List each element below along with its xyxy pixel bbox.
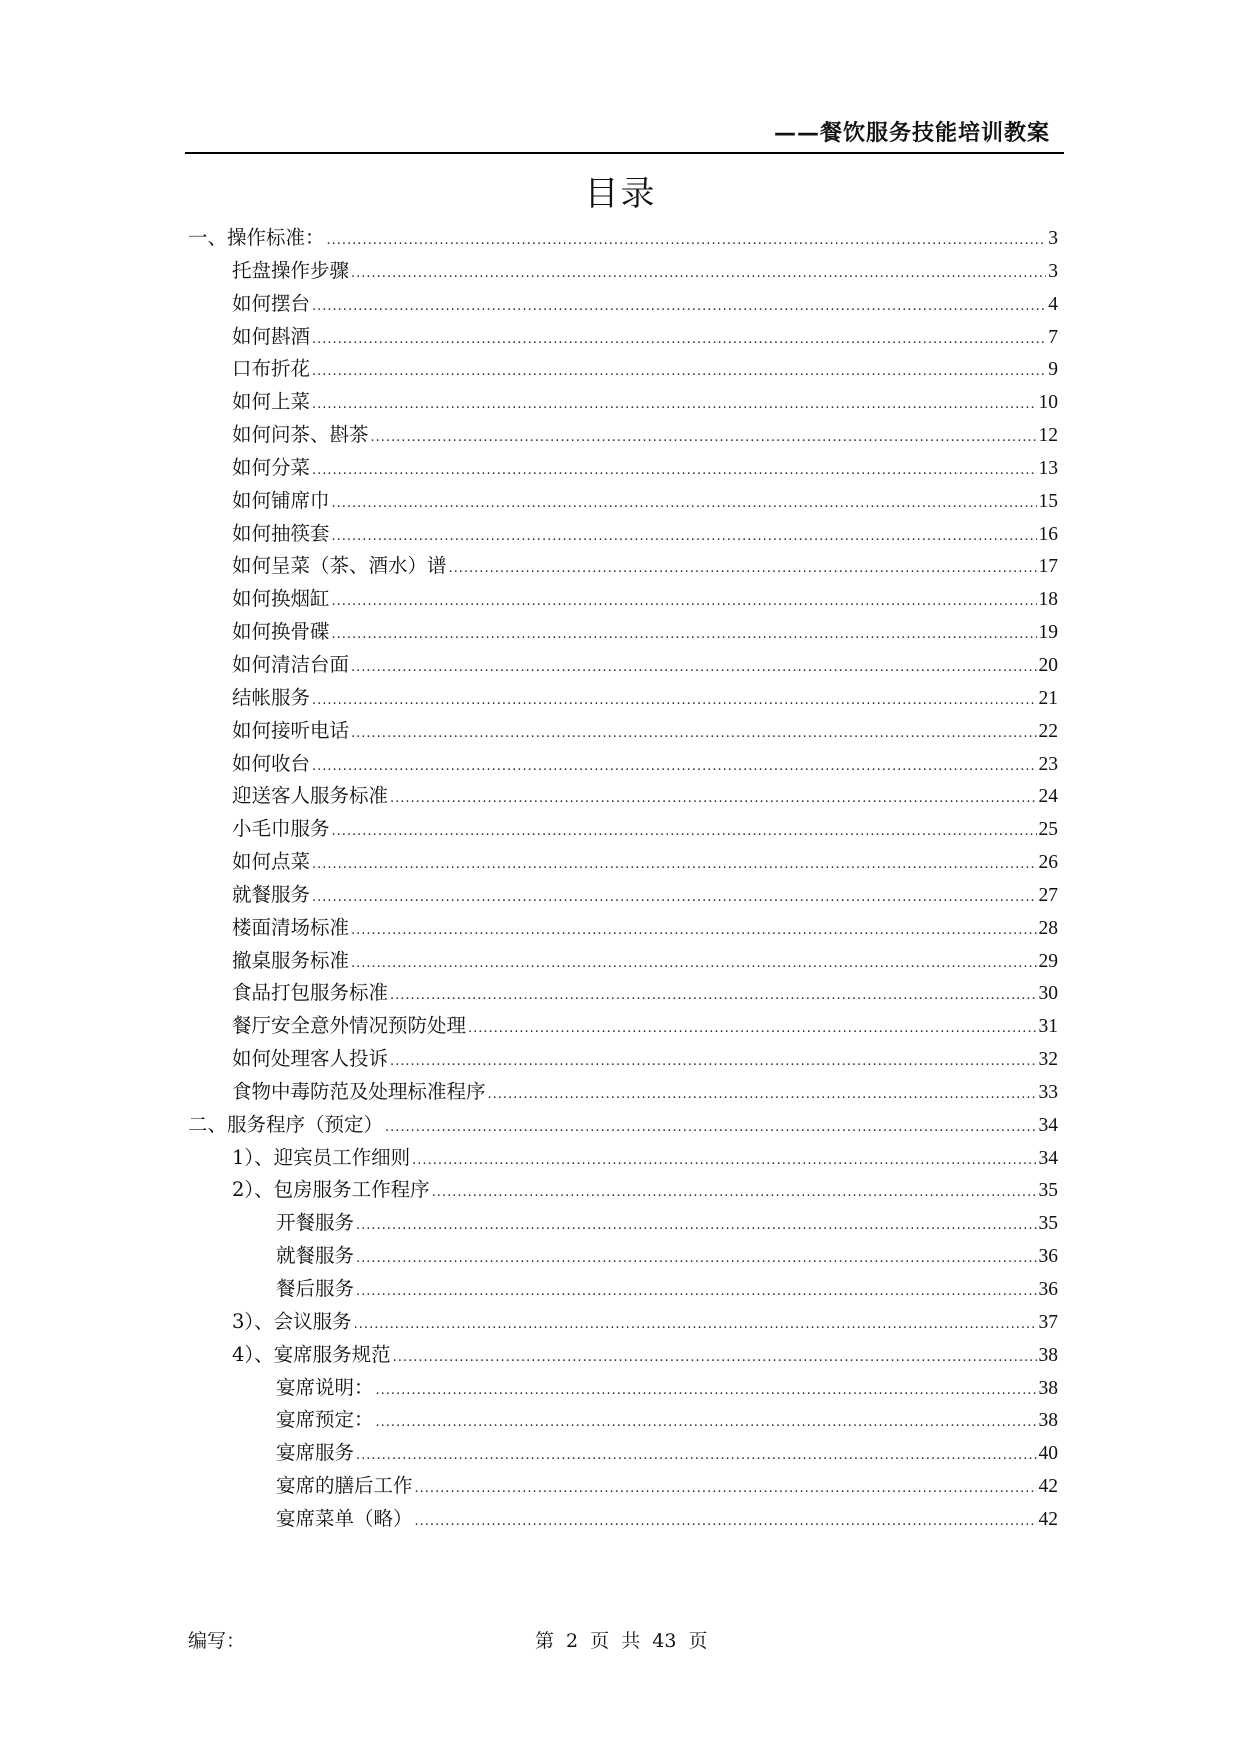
toc-entry-label: 如何问茶、斟茶 xyxy=(232,423,369,447)
toc-entry-page: 28 xyxy=(1038,917,1058,939)
toc-entry-label: 如何分菜 xyxy=(232,455,311,479)
toc-entry-page: 34 xyxy=(1038,1147,1058,1169)
toc-dot-leader xyxy=(351,266,1046,281)
toc-entry-label: 如何上菜 xyxy=(232,390,311,414)
toc-entry[interactable] xyxy=(188,780,1058,813)
toc-entry-label: 如何清洁台面 xyxy=(232,652,350,676)
toc-entry[interactable] xyxy=(188,977,1058,1010)
toc-entry-page: 3 xyxy=(1048,260,1058,282)
toc-entry-label: 宴席菜单（略） xyxy=(276,1506,413,1530)
toc-dot-leader xyxy=(415,1481,1037,1496)
toc-dot-leader xyxy=(356,1448,1036,1463)
toc-entry[interactable] xyxy=(188,1437,1058,1470)
toc-entry[interactable] xyxy=(188,419,1058,452)
toc-entry-page: 7 xyxy=(1048,326,1058,348)
toc-entry-page: 22 xyxy=(1038,720,1058,742)
toc-entry-label: 如何抽筷套 xyxy=(232,521,330,545)
toc-dot-leader xyxy=(351,660,1036,675)
toc-entry-label: 小毛巾服务 xyxy=(232,817,330,841)
toc-entry-page: 10 xyxy=(1038,392,1058,414)
toc-entry-page: 16 xyxy=(1038,523,1058,545)
toc-entry[interactable] xyxy=(188,1273,1058,1306)
toc-entry-label: 餐后服务 xyxy=(276,1277,355,1300)
toc-entry-page: 24 xyxy=(1038,786,1058,808)
toc-entry-label: 二、服务程序（预定） xyxy=(188,1112,384,1136)
toc-dot-leader xyxy=(356,1284,1036,1299)
toc-entry[interactable] xyxy=(188,386,1058,419)
toc-entry[interactable] xyxy=(188,353,1058,386)
toc-entry-page: 15 xyxy=(1038,490,1058,512)
toc-dot-leader xyxy=(390,988,1036,1003)
toc-entry-label: 2）、包房服务工作程序 xyxy=(232,1178,430,1202)
toc-entry-page: 36 xyxy=(1038,1246,1058,1268)
toc-entry-page: 18 xyxy=(1038,589,1058,611)
toc-entry-page: 38 xyxy=(1038,1344,1058,1366)
toc-entry-page: 23 xyxy=(1038,753,1058,775)
toc-entry[interactable] xyxy=(188,1010,1058,1043)
toc-entry-page: 21 xyxy=(1038,687,1058,709)
toc-entry-label: 3）、会议服务 xyxy=(232,1309,352,1333)
toc-entry[interactable] xyxy=(188,1109,1058,1142)
toc-dot-leader xyxy=(312,364,1046,379)
toc-entry[interactable] xyxy=(188,1076,1058,1109)
header-rule xyxy=(185,152,1064,154)
toc-entry-page: 30 xyxy=(1038,983,1058,1005)
toc-dot-leader xyxy=(312,299,1046,314)
toc-dot-leader xyxy=(332,824,1037,839)
toc-entry-label: 宴席的膳后工作 xyxy=(276,1474,413,1498)
toc-entry-page: 37 xyxy=(1038,1311,1058,1333)
toc-entry[interactable] xyxy=(188,321,1058,354)
toc-entry-page: 42 xyxy=(1038,1508,1058,1530)
toc-entry[interactable] xyxy=(188,583,1058,616)
toc-entry-label: 餐厅安全意外情况预防处理 xyxy=(232,1014,467,1038)
toc-entry-label: 如何处理客人投诉 xyxy=(232,1047,389,1071)
toc-dot-leader xyxy=(332,627,1037,642)
toc-entry-label: 如何斟酒 xyxy=(232,324,311,348)
toc-dot-leader xyxy=(449,561,1037,576)
toc-entry-page: 12 xyxy=(1038,425,1058,447)
toc-dot-leader xyxy=(312,890,1036,905)
toc-entry-page: 26 xyxy=(1038,852,1058,874)
toc-dot-leader xyxy=(351,923,1036,938)
toc-entry[interactable] xyxy=(188,912,1058,945)
toc-entry-page: 9 xyxy=(1048,359,1058,381)
toc-entry-page: 25 xyxy=(1038,819,1058,841)
toc-entry-label: 楼面清场标准 xyxy=(232,915,350,939)
toc-entry[interactable] xyxy=(188,945,1058,978)
toc-dot-leader xyxy=(390,1054,1036,1069)
toc-dot-leader xyxy=(332,529,1037,544)
toc-dot-leader xyxy=(376,1415,1037,1430)
toc-entry-page: 32 xyxy=(1038,1049,1058,1071)
toc-entry[interactable] xyxy=(188,452,1058,485)
toc-entry-label: 结帐服务 xyxy=(232,685,311,709)
toc-entry[interactable] xyxy=(188,255,1058,288)
toc-entry-label: 撤桌服务标准 xyxy=(232,948,350,972)
toc-entry-page: 31 xyxy=(1038,1016,1058,1038)
toc-entry[interactable] xyxy=(188,1339,1058,1372)
toc-entry[interactable] xyxy=(188,1404,1058,1437)
toc-entry[interactable] xyxy=(188,682,1058,715)
toc-entry-label: 开餐服务 xyxy=(276,1211,355,1235)
toc-entry-page: 38 xyxy=(1038,1377,1058,1399)
toc-dot-leader xyxy=(354,1317,1037,1332)
toc-entry-page: 35 xyxy=(1038,1213,1058,1235)
toc-entry-label: 如何点菜 xyxy=(232,850,311,874)
toc-entry-page: 35 xyxy=(1038,1180,1058,1202)
toc-entry-page: 34 xyxy=(1038,1114,1058,1136)
document-title: 目录 xyxy=(584,174,657,214)
toc-dot-leader xyxy=(312,693,1036,708)
toc-entry-label: 宴席说明： xyxy=(276,1375,374,1399)
toc-entry-page: 42 xyxy=(1038,1476,1058,1498)
toc-entry[interactable] xyxy=(188,222,1058,255)
toc-entry[interactable] xyxy=(188,1306,1058,1339)
toc-entry-page: 17 xyxy=(1038,556,1058,578)
toc-entry[interactable] xyxy=(188,1043,1058,1076)
toc-dot-leader xyxy=(332,496,1037,511)
toc-entry[interactable] xyxy=(188,1470,1058,1503)
toc-entry-label: 1）、迎宾员工作细则 xyxy=(232,1145,411,1169)
toc-entry[interactable] xyxy=(188,1372,1058,1405)
toc-dot-leader xyxy=(327,233,1047,248)
toc-dot-leader xyxy=(356,1251,1036,1266)
toc-dot-leader xyxy=(432,1185,1037,1200)
toc-dot-leader xyxy=(312,857,1036,872)
toc-entry-label: 如何换骨碟 xyxy=(232,620,330,644)
toc-dot-leader xyxy=(371,430,1037,445)
toc-dot-leader xyxy=(415,1514,1037,1529)
toc-entry-label: 如何铺席巾 xyxy=(232,488,330,512)
header-title: ——餐饮服务技能培训教案 xyxy=(773,121,1050,146)
toc-entry-page: 27 xyxy=(1038,884,1058,906)
toc-entry-label: 食品打包服务标准 xyxy=(232,981,389,1005)
toc-entry-label: 如何摆台 xyxy=(232,291,311,315)
toc-entry[interactable] xyxy=(188,1503,1058,1536)
toc-entry[interactable] xyxy=(188,813,1058,846)
toc-entry[interactable] xyxy=(188,1240,1058,1273)
toc-entry-label: 一、操作标准： xyxy=(188,226,325,249)
toc-entry[interactable] xyxy=(188,485,1058,518)
toc-entry-page: 40 xyxy=(1038,1443,1058,1465)
toc-entry-label: 宴席预定： xyxy=(276,1408,374,1432)
toc-entry-page: 19 xyxy=(1038,622,1058,644)
toc-entry-label: 如何接听电话 xyxy=(232,718,350,742)
toc-dot-leader xyxy=(390,791,1036,806)
toc-dot-leader xyxy=(488,1087,1037,1102)
toc-entry-label: 宴席服务 xyxy=(276,1441,355,1465)
toc-dot-leader xyxy=(351,726,1036,741)
table-of-contents xyxy=(188,222,1058,1536)
toc-entry[interactable] xyxy=(188,550,1058,583)
toc-entry-label: 托盘操作步骤 xyxy=(232,258,350,282)
toc-entry-label: 就餐服务 xyxy=(232,882,311,906)
toc-entry[interactable] xyxy=(188,518,1058,551)
toc-dot-leader xyxy=(312,759,1036,774)
toc-entry-label: 就餐服务 xyxy=(276,1244,355,1268)
toc-entry[interactable] xyxy=(188,846,1058,879)
toc-entry[interactable] xyxy=(188,649,1058,682)
toc-dot-leader xyxy=(312,332,1046,347)
page-header xyxy=(185,116,1064,156)
toc-entry-label: 迎送客人服务标准 xyxy=(232,784,389,808)
toc-entry-label: 如何换烟缸 xyxy=(232,587,330,611)
toc-entry-label: 口布折花 xyxy=(232,357,311,381)
toc-entry-page: 33 xyxy=(1038,1081,1058,1103)
toc-dot-leader xyxy=(385,1120,1036,1135)
toc-entry-label: 如何收台 xyxy=(232,751,311,775)
toc-entry[interactable] xyxy=(188,879,1058,912)
toc-entry-page: 4 xyxy=(1048,293,1058,315)
toc-entry-label: 4）、宴席服务规范 xyxy=(232,1342,391,1366)
toc-dot-leader xyxy=(356,1218,1036,1233)
toc-entry[interactable] xyxy=(188,1207,1058,1240)
toc-entry[interactable] xyxy=(188,748,1058,781)
toc-entry[interactable] xyxy=(188,1174,1058,1207)
toc-entry-label: 如何呈菜（茶、酒水）谱 xyxy=(232,554,447,578)
toc-entry-page: 3 xyxy=(1048,228,1058,249)
toc-dot-leader xyxy=(393,1350,1037,1365)
toc-entry-page: 13 xyxy=(1038,457,1058,479)
toc-dot-leader xyxy=(312,463,1036,478)
toc-entry-page: 29 xyxy=(1038,950,1058,972)
toc-dot-leader xyxy=(412,1153,1036,1168)
toc-entry-page: 38 xyxy=(1038,1410,1058,1432)
toc-dot-leader xyxy=(312,397,1036,412)
toc-dot-leader xyxy=(351,956,1036,971)
toc-entry-label: 食物中毒防范及处理标准程序 xyxy=(232,1079,486,1103)
toc-entry-page: 20 xyxy=(1038,654,1058,676)
toc-dot-leader xyxy=(332,594,1037,609)
toc-dot-leader xyxy=(376,1383,1037,1398)
toc-entry[interactable] xyxy=(188,616,1058,649)
toc-entry-page: 36 xyxy=(1038,1279,1058,1300)
footer-author-label: 编写： xyxy=(188,1630,246,1652)
toc-dot-leader xyxy=(468,1021,1036,1036)
toc-entry[interactable] xyxy=(188,288,1058,321)
toc-entry[interactable] xyxy=(188,715,1058,748)
footer-page-indicator: 第 2 页 共 43 页 xyxy=(535,1630,708,1652)
toc-entry[interactable] xyxy=(188,1142,1058,1175)
